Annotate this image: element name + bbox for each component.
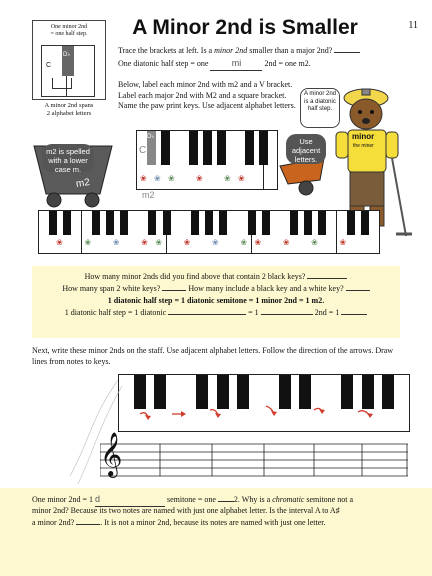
intro-instructions: Below, label each minor 2nd with m2 and a V bracket. Label each major 2nd with M2 and a square bracket. Name the paw print keys. Use adjacent alphabet letters. xyxy=(118,80,296,110)
direction-arrows xyxy=(118,374,408,430)
paw-print-icon: ❀ xyxy=(56,238,63,247)
answer-blank[interactable] xyxy=(218,501,234,502)
small-cart-label: Use adjacent letters. xyxy=(286,134,326,164)
inset-key-c: C xyxy=(46,62,52,69)
paw-print-icon: ❀ xyxy=(141,238,148,247)
paw-print-icon: ❀ xyxy=(339,238,347,247)
paw-print-icon: ❀ xyxy=(196,174,203,183)
paw-print-icon: ❀ xyxy=(212,238,219,247)
answer-blank[interactable] xyxy=(261,314,313,315)
black-key[interactable] xyxy=(205,211,213,235)
black-key[interactable] xyxy=(106,211,114,235)
answer-blank[interactable] xyxy=(334,52,360,53)
bottom-line-2: minor 2nd? Because its two notes are named with just one alphabet letter. Is the interval A to A♯ xyxy=(32,506,340,515)
answer-blank[interactable] xyxy=(307,278,347,279)
black-key[interactable] xyxy=(304,211,312,235)
black-key[interactable] xyxy=(191,211,199,235)
black-key xyxy=(259,131,268,165)
black-key[interactable] xyxy=(49,211,57,235)
black-key[interactable] xyxy=(120,211,128,235)
black-key xyxy=(217,131,226,165)
intro-line-1: Trace the brackets at left. Is a minor 2nd smaller than a major 2nd? xyxy=(118,46,408,57)
paw-print-icon: ❀ xyxy=(84,238,92,247)
black-key[interactable] xyxy=(63,211,71,235)
question-2: How many span 2 white keys? How many include a black key and a white key? xyxy=(40,284,392,295)
paw-print-icon: ❀ xyxy=(140,174,147,183)
music-staff xyxy=(100,440,408,480)
definition-bold: 1 diatonic half step = 1 diatonic semitone = 1 minor 2nd = 1 m2. xyxy=(107,296,325,305)
black-key[interactable] xyxy=(219,211,227,235)
keyboard-upper xyxy=(136,130,278,190)
black-key[interactable] xyxy=(248,211,256,235)
definition-equation: 1 diatonic half step = 1 diatonic = 1 2nd = 1 xyxy=(40,308,392,319)
inset-diagram xyxy=(32,20,106,100)
answer-blank[interactable] xyxy=(168,314,246,315)
black-key[interactable] xyxy=(361,211,369,235)
cart-label: m2 is spelled with a lower case m. xyxy=(42,144,94,172)
answer-blank[interactable] xyxy=(162,290,186,291)
inset-keyboard xyxy=(41,45,95,97)
bottom-line-3: a minor 2nd? . It is not a minor 2nd, because its notes are named with just one letter. xyxy=(32,518,326,527)
staff-instructions: Next, write these minor 2nds on the staff. Use adjacent alphabet letters. Follow the direction of the arrows. Draw lines from notes to keys. xyxy=(32,346,394,366)
black-key[interactable] xyxy=(148,211,156,235)
m2-label-below: m2 xyxy=(142,190,155,200)
page-title: A Minor 2nd is Smaller xyxy=(132,16,358,39)
paw-print-icon: ❀ xyxy=(282,238,290,247)
paw-print-icon: ❀ xyxy=(154,174,161,183)
answer-blank[interactable] xyxy=(76,524,100,525)
paw-print-icon: ❀ xyxy=(155,238,163,247)
page-number: 11 xyxy=(408,20,418,31)
key-label-c: C xyxy=(139,145,147,156)
black-key[interactable] xyxy=(290,211,298,235)
bottom-line-1: One minor 2nd = 1 d semitone = one 2. Why is a chromatic semitone not a xyxy=(32,494,412,507)
black-key[interactable] xyxy=(318,211,326,235)
inset-key-db: D♭ xyxy=(63,52,71,58)
answer-blank[interactable]: mi xyxy=(210,58,262,71)
mascot-shirt-text: minor xyxy=(352,132,375,141)
paw-print-icon: ❀ xyxy=(224,174,231,183)
paw-print-icon: ❀ xyxy=(238,174,245,183)
question-1: How many minor 2nds did you find above that contain 2 black keys? xyxy=(40,272,392,283)
paw-print-icon: ❀ xyxy=(240,238,248,247)
inset-caption: A minor 2nd spans 2 alphabet letters xyxy=(44,102,94,117)
paw-print-icon: ❀ xyxy=(168,174,175,183)
guide-lines xyxy=(60,380,130,490)
black-key[interactable] xyxy=(347,211,355,235)
paw-print-icon: ❀ xyxy=(311,238,318,247)
answer-blank[interactable] xyxy=(341,314,367,315)
answer-blank[interactable]: d xyxy=(95,494,165,507)
key-label-db: D♭ xyxy=(147,134,155,140)
intro-line-2: One diatonic half step = one mi 2nd = one m2. xyxy=(118,58,408,71)
black-key[interactable] xyxy=(262,211,270,235)
inset-bracket-icon xyxy=(52,78,72,89)
mascot-shirt-subtext: the miner xyxy=(353,143,374,149)
cart-side-label: m2 xyxy=(75,177,91,190)
black-key[interactable] xyxy=(163,211,171,235)
black-key xyxy=(161,131,170,165)
black-key xyxy=(189,131,198,165)
treble-clef-icon: 𝄞 xyxy=(100,432,123,476)
black-key xyxy=(245,131,254,165)
inset-label-top: One minor 2nd = one half step. xyxy=(50,24,88,37)
answer-blank[interactable] xyxy=(346,290,370,291)
keyboard-lower xyxy=(38,210,380,254)
paw-print-icon: ❀ xyxy=(254,238,262,247)
black-key[interactable] xyxy=(92,211,100,235)
paw-print-icon: ❀ xyxy=(112,238,120,247)
mascot-speech-bubble: A minor 2nd is a diatonic half step. xyxy=(300,88,340,128)
black-key xyxy=(203,131,212,165)
paw-print-icon: ❀ xyxy=(183,238,191,247)
